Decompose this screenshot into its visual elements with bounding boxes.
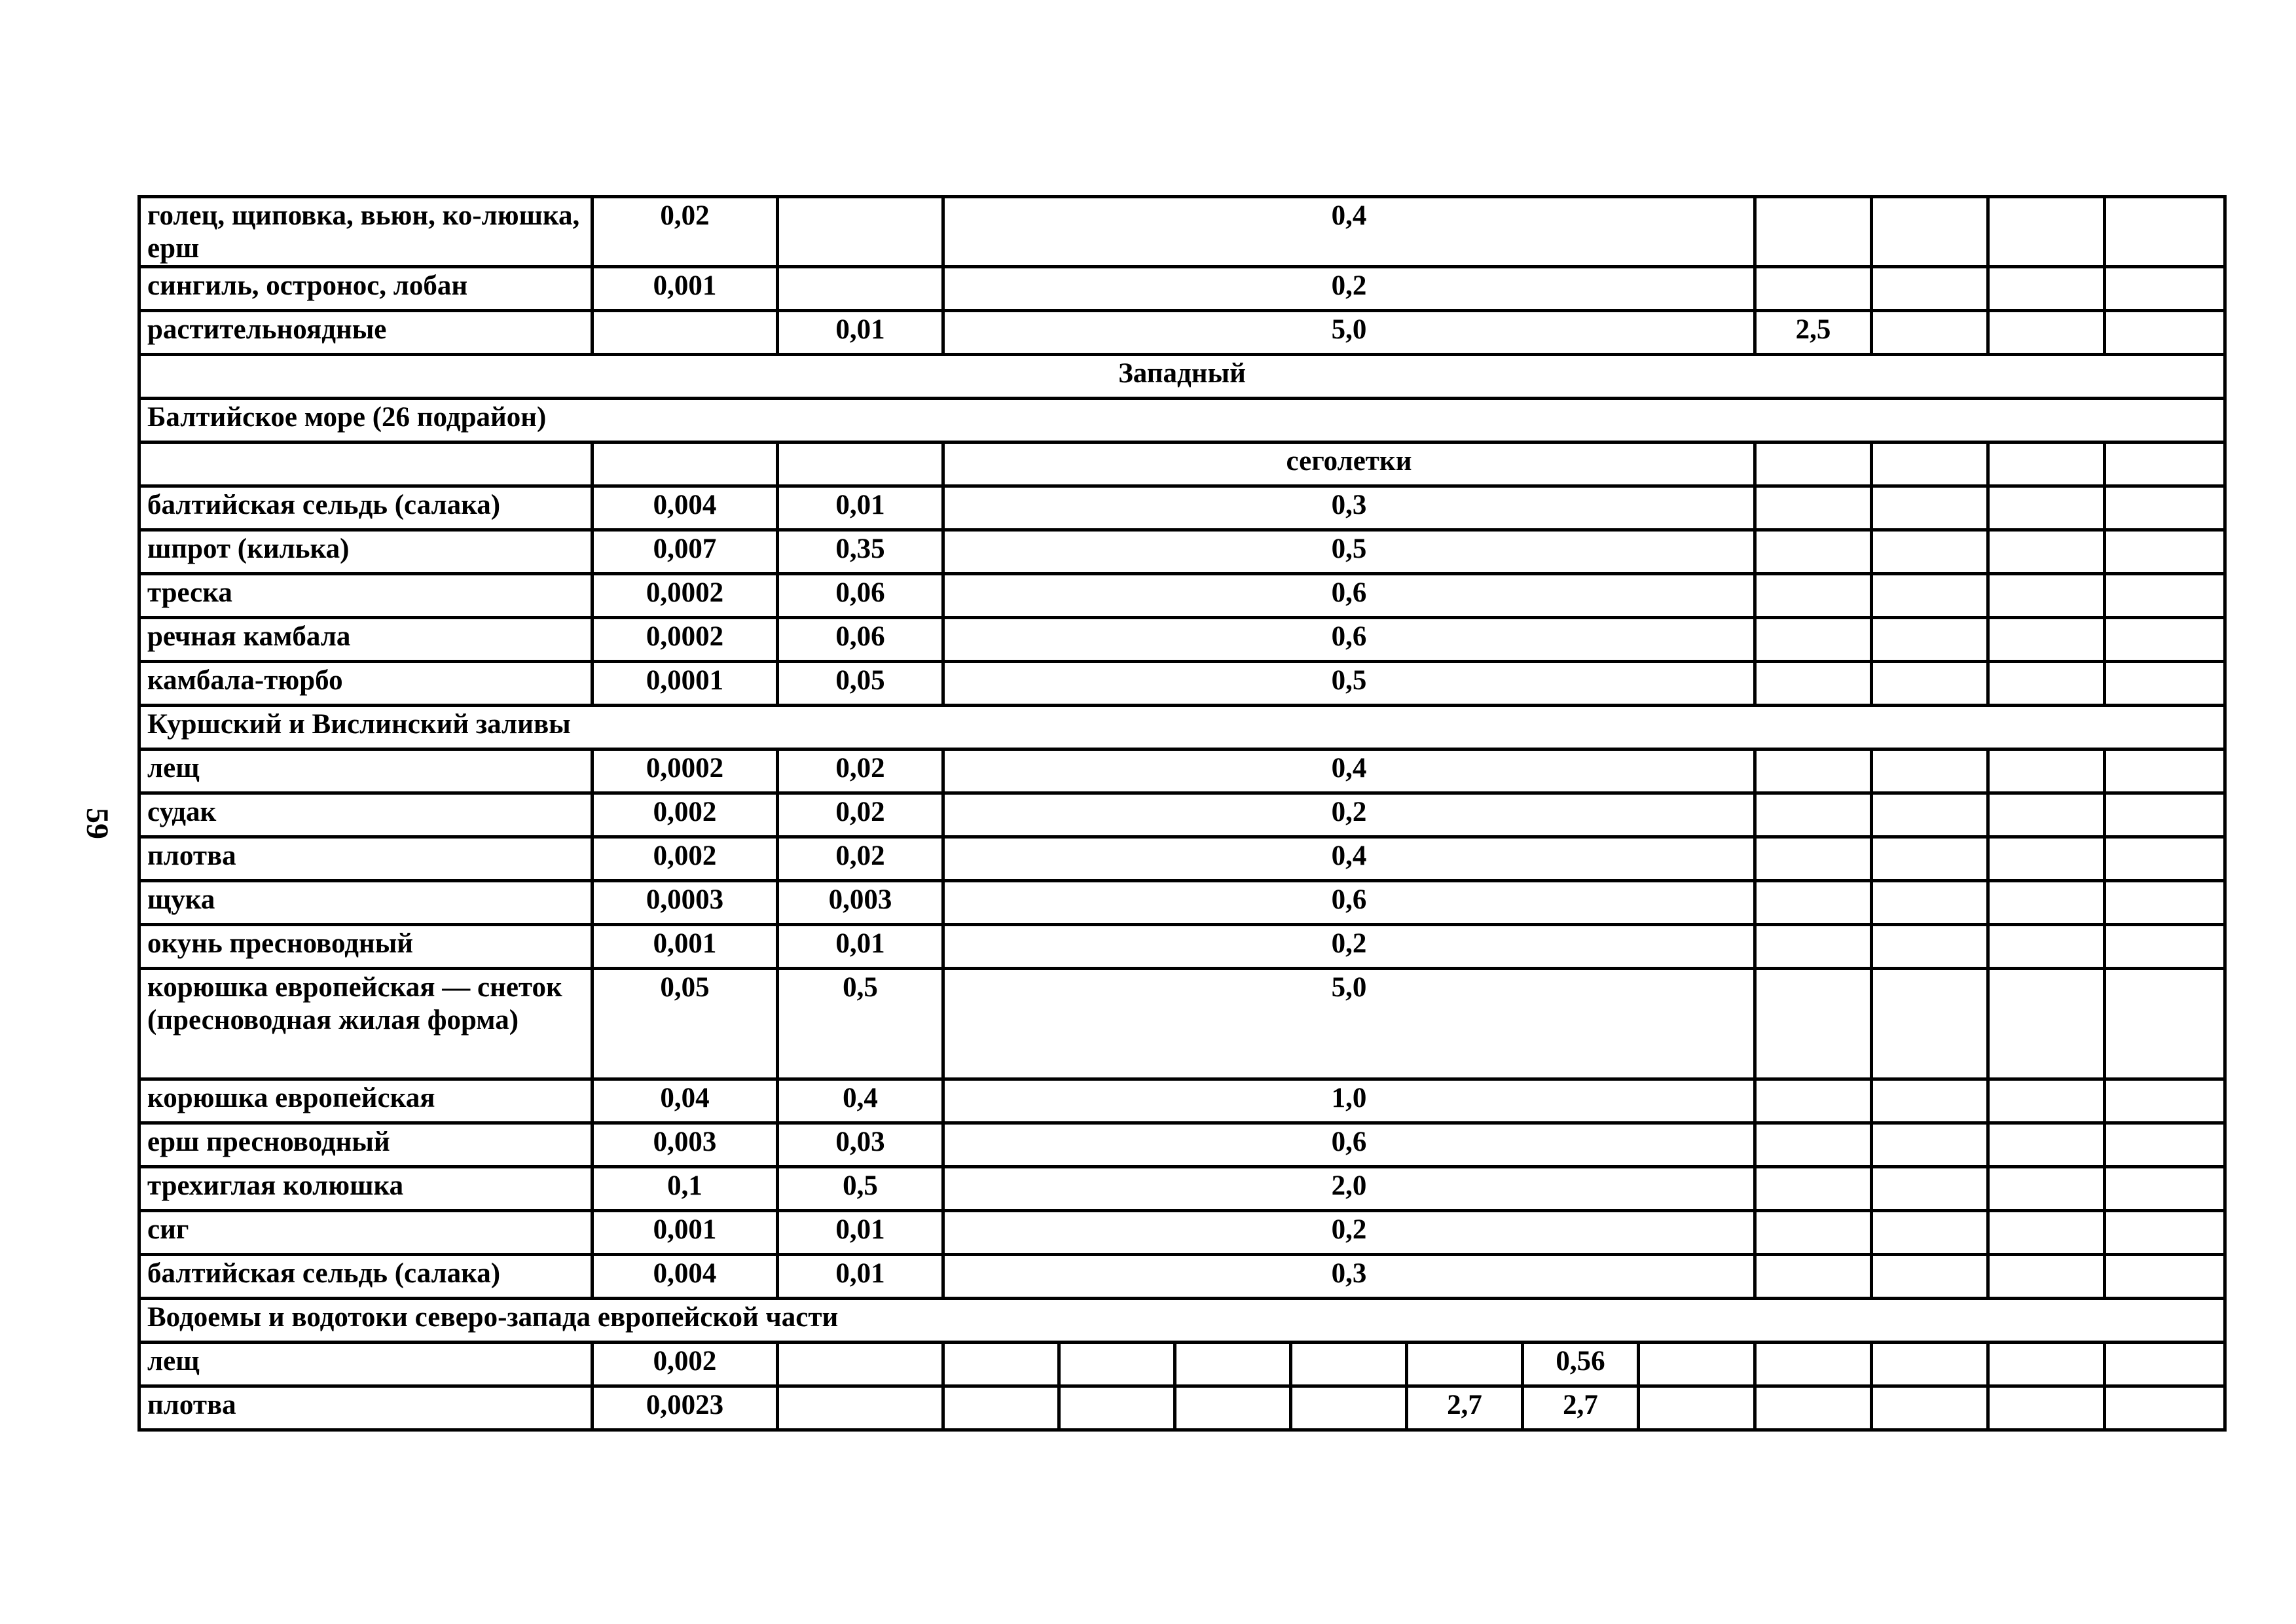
value-cell-tail — [1872, 574, 1988, 618]
table-row — [139, 1123, 2225, 1167]
value-cell-tail — [1872, 662, 1988, 706]
value-cell-2: 0,35 — [778, 530, 943, 574]
value-cell-tail — [1755, 530, 1872, 574]
species-name-cell: голец, щиповка, вьюн, ко-люшка, ерш — [139, 197, 592, 267]
value-cell-2: 0,06 — [778, 574, 943, 618]
value-cell-tail — [1988, 1211, 2105, 1255]
value-cell-tail — [1988, 1343, 2105, 1386]
value-cell-tail — [1872, 1255, 1988, 1299]
value-cell-2: 0,06 — [778, 618, 943, 662]
value-cell-tail — [1988, 267, 2105, 311]
value-cell-tail — [2105, 197, 2225, 267]
value-cell-split — [1059, 1343, 1175, 1386]
value-cell-1: 0,05 — [592, 969, 778, 1079]
value-cell-merged: 0,2 — [943, 267, 1755, 311]
value-cell-2: 0,05 — [778, 662, 943, 706]
value-cell-2: 0,01 — [778, 1211, 943, 1255]
value-cell-1: 0,0002 — [592, 749, 778, 793]
table-row — [139, 530, 2225, 574]
value-cell-tail — [1988, 837, 2105, 881]
value-cell-tail — [2105, 749, 2225, 793]
section-heading: Балтийское море (26 подрайон) — [139, 399, 2225, 442]
table-row — [139, 1343, 2225, 1386]
value-cell-tail — [2105, 969, 2225, 1079]
value-cell-tail — [1755, 881, 1872, 925]
value-cell-tail — [1872, 1386, 1988, 1430]
species-name-cell: камбала-тюрбо — [139, 662, 592, 706]
species-name-cell: шпрот (килька) — [139, 530, 592, 574]
value-cell-1: 0,0002 — [592, 618, 778, 662]
species-name-cell: лещ — [139, 1343, 592, 1386]
value-cell-tail: 2,5 — [1755, 311, 1872, 355]
value-cell-tail — [1872, 442, 1988, 486]
value-cell-split — [1407, 1343, 1523, 1386]
species-name-cell: плотва — [139, 1386, 592, 1430]
value-cell-2: 0,03 — [778, 1123, 943, 1167]
value-cell-1: 0,003 — [592, 1123, 778, 1167]
value-cell-tail — [1755, 1255, 1872, 1299]
value-cell-tail — [1755, 1211, 1872, 1255]
species-name-cell: окунь пресноводный — [139, 925, 592, 969]
value-cell-tail — [1872, 837, 1988, 881]
value-cell-tail — [1872, 1123, 1988, 1167]
value-cell-2 — [778, 1386, 943, 1430]
value-cell-tail — [1872, 749, 1988, 793]
value-cell-tail — [1988, 969, 2105, 1079]
value-cell-1: 0,004 — [592, 486, 778, 530]
value-cell-tail — [2105, 618, 2225, 662]
value-cell-merged: 0,6 — [943, 618, 1755, 662]
value-cell-1: 0,04 — [592, 1079, 778, 1123]
value-cell-tail — [1755, 1167, 1872, 1211]
section-heading: Водоемы и водотоки северо-запада европейской части — [139, 1299, 2225, 1343]
table-row — [139, 662, 2225, 706]
value-cell-1: 0,002 — [592, 837, 778, 881]
value-cell-2: 0,5 — [778, 1167, 943, 1211]
table-row — [139, 749, 2225, 793]
table-body — [139, 197, 2225, 1430]
species-name-cell: корюшка европейская — снеток (пресноводная жилая форма) — [139, 969, 592, 1079]
table-row — [139, 1167, 2225, 1211]
value-cell-tail — [1988, 1167, 2105, 1211]
value-cell-tail — [1755, 1343, 1872, 1386]
value-cell-tail — [1988, 793, 2105, 837]
value-cell-1: 0,002 — [592, 793, 778, 837]
value-cell-2: 0,01 — [778, 311, 943, 355]
species-name-cell: щука — [139, 881, 592, 925]
value-cell-merged: 2,0 — [943, 1167, 1755, 1211]
value-cell-tail — [1872, 311, 1988, 355]
table-row — [139, 197, 2225, 267]
value-cell-2: 0,01 — [778, 925, 943, 969]
value-cell-split: 2,7 — [1523, 1386, 1639, 1430]
value-cell-tail — [1755, 197, 1872, 267]
value-cell-2: 0,02 — [778, 837, 943, 881]
value-cell-2 — [778, 442, 943, 486]
value-cell-1: 0,007 — [592, 530, 778, 574]
value-cell-merged: 0,3 — [943, 1255, 1755, 1299]
species-name-cell: ерш пресноводный — [139, 1123, 592, 1167]
value-cell-merged: 0,4 — [943, 837, 1755, 881]
value-cell-tail — [1755, 793, 1872, 837]
table-row — [139, 1079, 2225, 1123]
value-cell-tail — [2105, 1167, 2225, 1211]
value-cell-1 — [592, 311, 778, 355]
value-cell-merged: 0,5 — [943, 662, 1755, 706]
table-row — [139, 969, 2225, 1079]
value-cell-tail — [1872, 1079, 1988, 1123]
table-row — [139, 1255, 2225, 1299]
value-cell-split — [1175, 1386, 1291, 1430]
value-cell-split — [1291, 1386, 1407, 1430]
table-row — [139, 355, 2225, 399]
species-name-cell: треска — [139, 574, 592, 618]
table-row — [139, 399, 2225, 442]
value-cell-tail — [1988, 881, 2105, 925]
value-cell-split — [943, 1343, 1059, 1386]
table-row — [139, 1299, 2225, 1343]
section-heading: Куршский и Вислинский заливы — [139, 706, 2225, 749]
value-cell-tail — [1755, 1123, 1872, 1167]
value-cell-merged: 5,0 — [943, 311, 1755, 355]
value-cell-merged: 5,0 — [943, 969, 1755, 1079]
value-cell-merged: 1,0 — [943, 1079, 1755, 1123]
value-cell-2 — [778, 267, 943, 311]
value-cell-1: 0,002 — [592, 1343, 778, 1386]
value-cell-tail — [1872, 969, 1988, 1079]
value-cell-tail — [1988, 1255, 2105, 1299]
value-cell-tail — [1988, 486, 2105, 530]
value-cell-tail — [1872, 530, 1988, 574]
value-cell-2 — [778, 197, 943, 267]
table-row — [139, 267, 2225, 311]
value-cell-1: 0,001 — [592, 267, 778, 311]
value-cell-2: 0,02 — [778, 793, 943, 837]
value-cell-1: 0,0001 — [592, 662, 778, 706]
value-cell-tail — [1872, 267, 1988, 311]
value-cell-2: 0,02 — [778, 749, 943, 793]
value-cell-1: 0,004 — [592, 1255, 778, 1299]
species-name-cell: балтийская сельдь (салака) — [139, 1255, 592, 1299]
species-name-cell: речная камбала — [139, 618, 592, 662]
value-cell-tail — [2105, 837, 2225, 881]
data-table — [137, 195, 2227, 1432]
value-cell-merged: 0,4 — [943, 749, 1755, 793]
value-cell-tail — [1755, 662, 1872, 706]
value-cell-tail — [2105, 442, 2225, 486]
value-cell-tail — [2105, 267, 2225, 311]
value-cell-tail — [2105, 574, 2225, 618]
value-cell-merged: 0,2 — [943, 793, 1755, 837]
value-cell-split — [1291, 1343, 1407, 1386]
value-cell-tail — [2105, 1211, 2225, 1255]
value-cell-tail — [1755, 574, 1872, 618]
value-cell-tail — [2105, 1255, 2225, 1299]
value-cell-split — [1639, 1343, 1755, 1386]
value-cell-tail — [1755, 618, 1872, 662]
value-cell-tail — [1872, 925, 1988, 969]
value-cell-tail — [2105, 530, 2225, 574]
value-cell-1 — [592, 442, 778, 486]
region-heading: Западный — [139, 355, 2225, 399]
value-cell-split — [943, 1386, 1059, 1430]
page-number: 59 — [80, 808, 115, 839]
value-cell-1: 0,0023 — [592, 1386, 778, 1430]
value-cell-tail — [1755, 486, 1872, 530]
value-cell-1: 0,1 — [592, 1167, 778, 1211]
species-name-cell: трехиглая колюшка — [139, 1167, 592, 1211]
value-cell-tail — [1988, 925, 2105, 969]
value-cell-2 — [778, 1343, 943, 1386]
value-cell-tail — [1872, 1343, 1988, 1386]
value-cell-tail — [1988, 197, 2105, 267]
table-row — [139, 311, 2225, 355]
value-cell-tail — [1988, 749, 2105, 793]
value-cell-tail — [2105, 1123, 2225, 1167]
value-cell-tail — [2105, 486, 2225, 530]
value-cell-1: 0,02 — [592, 197, 778, 267]
value-cell-2: 0,01 — [778, 486, 943, 530]
table-row — [139, 486, 2225, 530]
value-cell-tail — [2105, 925, 2225, 969]
species-name-cell — [139, 442, 592, 486]
value-cell-tail — [1988, 311, 2105, 355]
value-cell-2: 0,01 — [778, 1255, 943, 1299]
value-cell-merged: 0,5 — [943, 530, 1755, 574]
species-name-cell: плотва — [139, 837, 592, 881]
value-cell-tail — [2105, 1343, 2225, 1386]
value-cell-merged: 0,6 — [943, 1123, 1755, 1167]
value-cell-tail — [1755, 267, 1872, 311]
value-cell-tail — [1988, 1079, 2105, 1123]
table-row — [139, 1386, 2225, 1430]
value-cell-tail — [1755, 837, 1872, 881]
table-row — [139, 706, 2225, 749]
value-cell-merged: 0,2 — [943, 1211, 1755, 1255]
species-name-cell: корюшка европейская — [139, 1079, 592, 1123]
table-row — [139, 618, 2225, 662]
table-row — [139, 793, 2225, 837]
value-cell-tail — [2105, 793, 2225, 837]
value-cell-tail — [2105, 1079, 2225, 1123]
value-cell-split — [1175, 1343, 1291, 1386]
value-cell-tail — [1755, 925, 1872, 969]
species-name-cell: растительноядные — [139, 311, 592, 355]
species-name-cell: лещ — [139, 749, 592, 793]
value-cell-2: 0,003 — [778, 881, 943, 925]
value-cell-split: 0,56 — [1523, 1343, 1639, 1386]
value-cell-tail — [1872, 793, 1988, 837]
value-cell-tail — [1755, 1079, 1872, 1123]
value-cell-tail — [1755, 1386, 1872, 1430]
value-cell-2: 0,5 — [778, 969, 943, 1079]
value-cell-tail — [1988, 1123, 2105, 1167]
value-cell-tail — [1755, 442, 1872, 486]
value-cell-tail — [2105, 311, 2225, 355]
value-cell-merged: сеголетки — [943, 442, 1755, 486]
value-cell-merged: 0,2 — [943, 925, 1755, 969]
value-cell-tail — [1988, 574, 2105, 618]
value-cell-tail — [1872, 618, 1988, 662]
value-cell-tail — [2105, 881, 2225, 925]
value-cell-tail — [1988, 618, 2105, 662]
value-cell-tail — [2105, 1386, 2225, 1430]
value-cell-tail — [1988, 530, 2105, 574]
value-cell-tail — [1755, 749, 1872, 793]
value-cell-tail — [1988, 442, 2105, 486]
value-cell-tail — [1872, 1211, 1988, 1255]
species-name-cell: судак — [139, 793, 592, 837]
table-row — [139, 837, 2225, 881]
table-row — [139, 442, 2225, 486]
value-cell-tail — [2105, 662, 2225, 706]
species-name-cell: балтийская сельдь (салака) — [139, 486, 592, 530]
value-cell-1: 0,0002 — [592, 574, 778, 618]
value-cell-merged: 0,6 — [943, 574, 1755, 618]
species-name-cell: сингиль, остронос, лобан — [139, 267, 592, 311]
value-cell-merged: 0,6 — [943, 881, 1755, 925]
value-cell-1: 0,001 — [592, 925, 778, 969]
species-name-cell: сиг — [139, 1211, 592, 1255]
table-row — [139, 574, 2225, 618]
value-cell-tail — [1872, 881, 1988, 925]
value-cell-merged: 0,3 — [943, 486, 1755, 530]
value-cell-2: 0,4 — [778, 1079, 943, 1123]
value-cell-1: 0,001 — [592, 1211, 778, 1255]
value-cell-tail — [1755, 969, 1872, 1079]
value-cell-tail — [1988, 662, 2105, 706]
value-cell-tail — [1872, 1167, 1988, 1211]
value-cell-split: 2,7 — [1407, 1386, 1523, 1430]
value-cell-tail — [1872, 486, 1988, 530]
table-row — [139, 925, 2225, 969]
value-cell-tail — [1872, 197, 1988, 267]
table-row — [139, 881, 2225, 925]
table-row — [139, 1211, 2225, 1255]
value-cell-merged: 0,4 — [943, 197, 1755, 267]
value-cell-split — [1639, 1386, 1755, 1430]
value-cell-1: 0,0003 — [592, 881, 778, 925]
value-cell-split — [1059, 1386, 1175, 1430]
value-cell-tail — [1988, 1386, 2105, 1430]
